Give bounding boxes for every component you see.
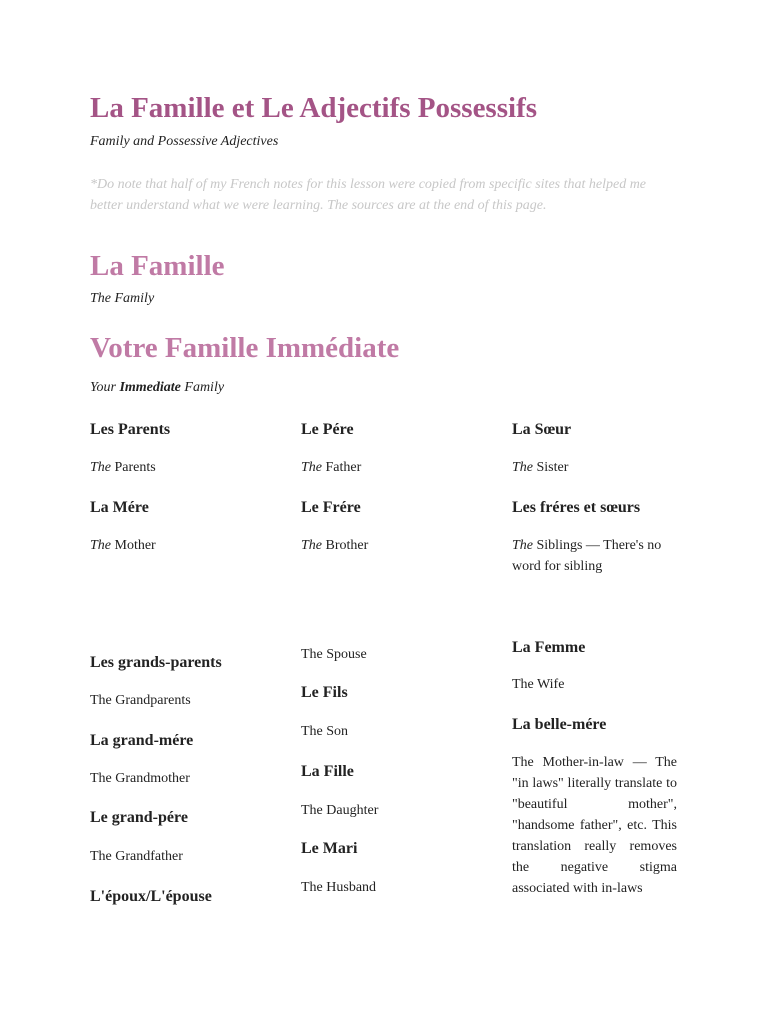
def-le-frere: The Brother	[301, 538, 369, 553]
term-les-parents: Les Parents	[90, 421, 171, 438]
term-la-fille: La Fille	[301, 763, 354, 780]
sources-note: *Do note that half of my French notes for this lesson were copied from specific sites that helped me better understand what we were learning. The sources are at the end of this page.	[90, 177, 647, 213]
section-heading-family: La Famille	[90, 250, 225, 282]
def-les-parents: The Parents	[90, 460, 156, 475]
def-la-femme: The Wife	[512, 677, 565, 692]
def-spouse: The Spouse	[301, 647, 367, 662]
term-la-femme: La Femme	[512, 639, 586, 656]
term-la-grand-mere: La grand-mére	[90, 732, 194, 749]
term-le-frere: Le Frére	[301, 499, 361, 516]
term-la-belle-mere: La belle-mére	[512, 716, 607, 733]
def-le-pere: The Father	[301, 460, 362, 475]
page-title: La Famille et Le Adjectifs Possessifs	[90, 92, 538, 124]
def-la-belle-mere: The Mother-in-law — The "in laws" literally translate to "beautiful mother", "handsome father", etc. This translation really removes the negative stigma associated with in-laws	[512, 755, 677, 896]
def-le-grand-pere: The Grandfather	[90, 849, 183, 864]
term-lepoux-lepouse: L'époux/L'épouse	[90, 888, 212, 905]
section-subheading-family: The Family	[90, 291, 155, 306]
def-le-fils: The Son	[301, 724, 349, 739]
term-les-freres-et-soeurs: Les fréres et sœurs	[512, 499, 641, 516]
page-subtitle: Family and Possessive Adjectives	[90, 134, 279, 149]
term-les-grands-parents: Les grands-parents	[90, 654, 222, 671]
term-la-soeur: La Sœur	[512, 421, 572, 438]
def-le-mari: The Husband	[301, 880, 377, 895]
def-les-grands-parents: The Grandparents	[90, 693, 191, 708]
term-le-pere: Le Pére	[301, 421, 354, 438]
term-le-fils: Le Fils	[301, 684, 348, 701]
def-la-fille: The Daughter	[301, 803, 379, 818]
def-les-freres-et-soeurs: The Siblings — There's no word for sibling	[512, 538, 662, 574]
def-la-grand-mere: The Grandmother	[90, 771, 190, 786]
section-subheading-immediate: Your Immediate Family	[90, 380, 225, 395]
section-heading-immediate: Votre Famille Immédiate	[90, 332, 400, 364]
term-le-mari: Le Mari	[301, 840, 358, 857]
def-la-soeur: The Sister	[512, 460, 569, 475]
term-le-grand-pere: Le grand-pére	[90, 809, 188, 826]
term-la-mere: La Mére	[90, 499, 149, 516]
def-la-mere: The Mother	[90, 538, 156, 553]
